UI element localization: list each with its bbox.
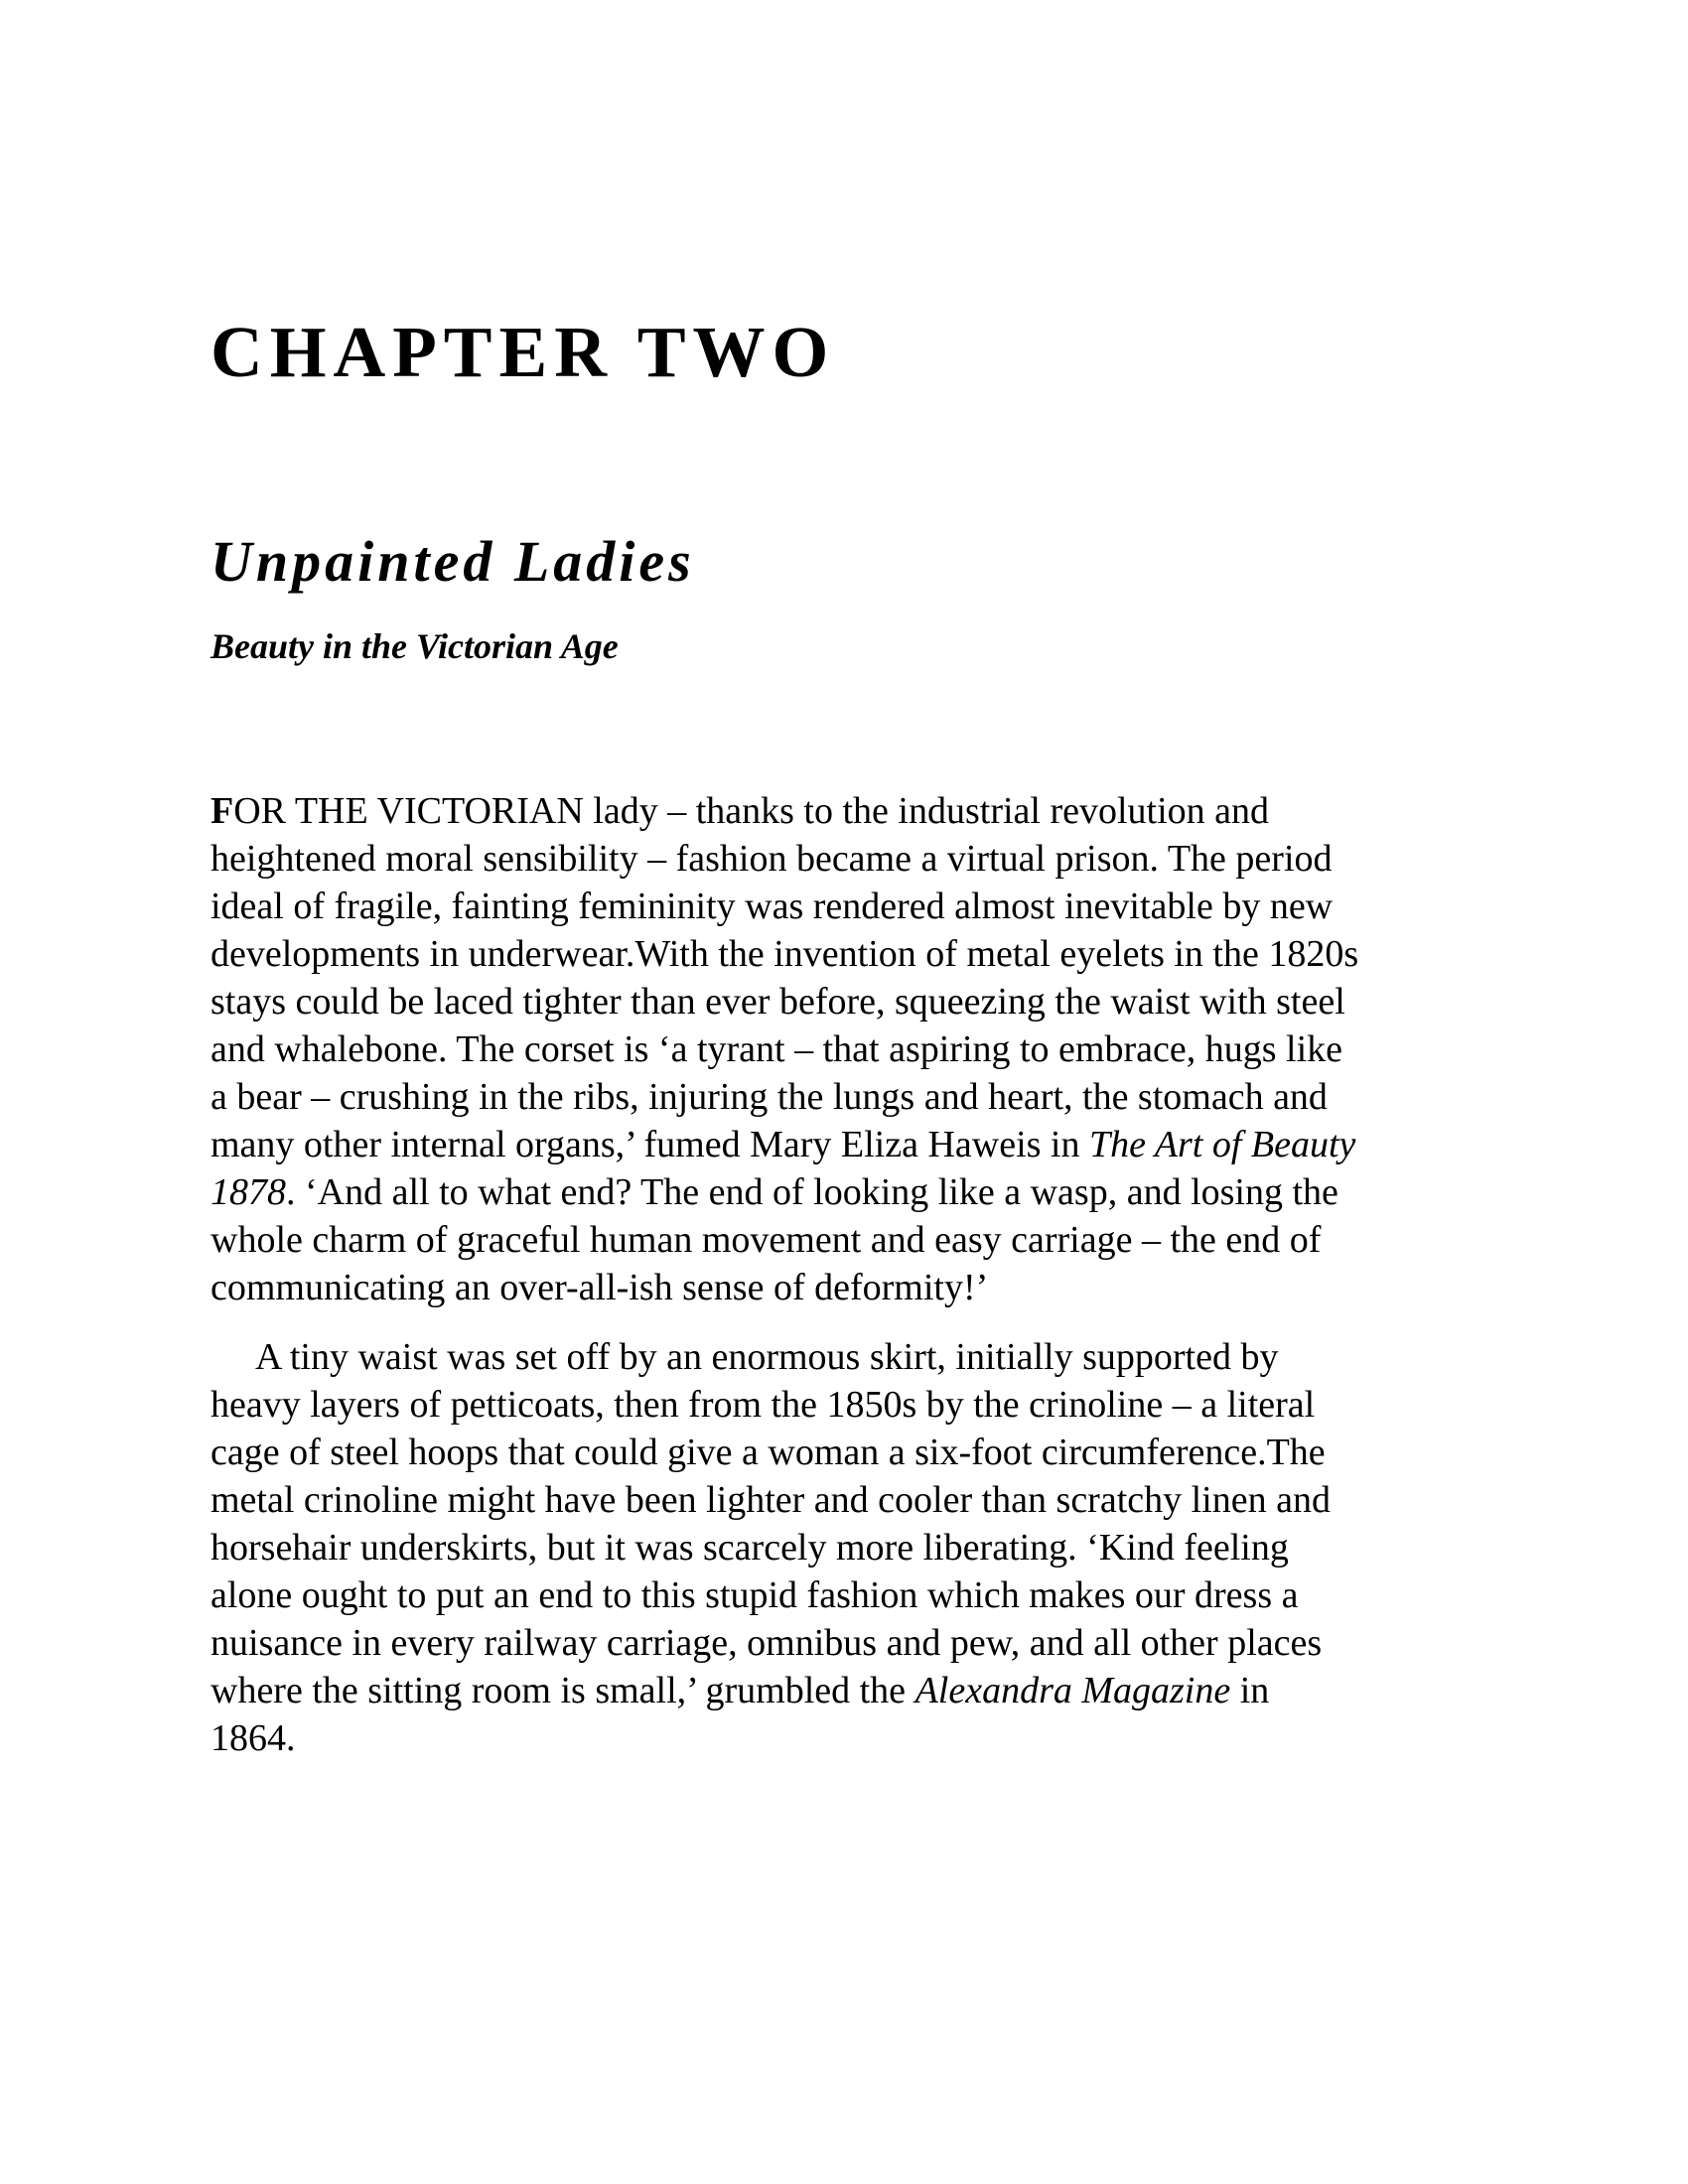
paragraph-1-line-1 <box>211 787 1491 835</box>
paragraph-1 <box>211 787 1491 1311</box>
paragraph-2-line-4: metal crinoline might have been lighter and cooler than scratchy linen and <box>211 1479 1331 1521</box>
paragraph-2-line-6: alone ought to put an end to this stupid fashion which makes our dress a <box>211 1574 1299 1616</box>
paragraph-1-line-6: and whalebone. The corset is ‘a tyrant – that aspiring to embrace, hugs like <box>211 1028 1342 1070</box>
paragraph-1-line-2: heightened moral sensibility – fashion became a virtual prison. The period <box>211 838 1333 880</box>
chapter-heading: CHAPTER TWO <box>211 312 836 392</box>
paragraph-1-line-4: developments in underwear.With the invention of metal eyelets in the 1820s <box>211 933 1359 975</box>
paragraph-2-line-8 <box>211 1667 1491 1714</box>
paragraph-2-line-7: nuisance in every railway carriage, omnibus and pew, and all other places <box>211 1622 1323 1664</box>
paragraph-1-line-3: ideal of fragile, fainting femininity was rendered almost inevitable by new <box>211 886 1334 927</box>
paragraph-2-line-8-tail: in <box>1230 1670 1270 1711</box>
paragraph-2-line-9: 1864. <box>211 1717 296 1759</box>
paragraph-2 <box>211 1333 1491 1762</box>
paragraph-1-line-1-text: OR THE VICTORIAN lady – thanks to the industrial revolution and <box>233 790 1270 832</box>
book-title-art-of-beauty: The Art of Beauty <box>1088 1124 1356 1165</box>
paragraph-1-line-9 <box>211 1168 1491 1216</box>
paragraph-2-line-5: horsehair underskirts, but it was scarcely more liberating. ‘Kind feeling <box>211 1527 1289 1569</box>
paragraph-1-line-11: communicating an over-all-ish sense of deformity!’ <box>211 1267 989 1308</box>
paragraph-2-line-1: A tiny waist was set off by an enormous skirt, initially supported by <box>255 1336 1279 1378</box>
paragraph-2-line-2: heavy layers of petticoats, then from the 1850s by the crinoline – a literal <box>211 1384 1316 1426</box>
paragraph-2-line-8-text: where the sitting room is small,’ grumbled the <box>211 1670 915 1711</box>
chapter-title: Unpainted Ladies <box>211 529 695 594</box>
book-year-1878: 1878 <box>211 1171 286 1213</box>
paragraph-1-line-7: a bear – crushing in the ribs, injuring the lungs and heart, the stomach and <box>211 1076 1328 1118</box>
chapter-subtitle: Beauty in the Victorian Age <box>211 626 619 666</box>
paragraph-1-line-8-text: many other internal organs,’ fumed Mary Eliza Haweis in <box>211 1124 1089 1165</box>
paragraph-1-line-8 <box>211 1121 1491 1168</box>
magazine-title-alexandra: Alexandra Magazine <box>914 1670 1231 1711</box>
paragraph-1-line-10: whole charm of graceful human movement and easy carriage – the end of <box>211 1219 1322 1261</box>
lead-letter: F <box>211 790 234 832</box>
paragraph-1-line-5: stays could be laced tighter than ever before, squeezing the waist with steel <box>211 981 1345 1023</box>
body-text <box>211 787 1491 1762</box>
paragraph-2-line-3: cage of steel hoops that could give a woman a six-foot circumference.The <box>211 1432 1326 1473</box>
paragraph-1-line-9-text: . ‘And all to what end? The end of looking like a wasp, and losing the <box>286 1171 1338 1213</box>
